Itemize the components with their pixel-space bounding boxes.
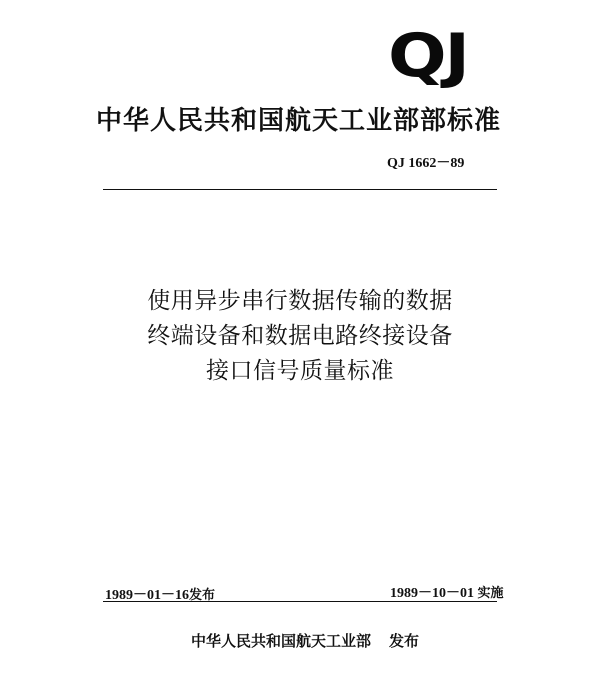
- issue-label: 发布: [189, 588, 216, 603]
- title-line-3: 接口信号质量标准: [206, 358, 394, 384]
- qj-logo: QJ: [388, 21, 468, 91]
- publisher-line: [191, 630, 419, 651]
- publisher-suffix: 发布: [389, 632, 420, 650]
- issue-date: 1989－01－16: [105, 588, 189, 603]
- org-title: 中华人民共和国航天工业部部标准: [96, 106, 502, 136]
- effective-date: 1989－10－01: [390, 586, 474, 601]
- effective-label: 实施: [477, 586, 504, 601]
- document-code: QJ 1662－89: [387, 156, 465, 171]
- effective-date-block: [390, 582, 504, 602]
- title-line-1: 使用异步串行数据传输的数据: [147, 288, 453, 314]
- title-line-2: 终端设备和数据电路终接设备: [147, 323, 453, 349]
- document-title: [108, 284, 492, 389]
- publisher-name: 中华人民共和国航天工业部: [191, 632, 372, 650]
- footer-divider: [103, 601, 497, 602]
- header-divider: [103, 189, 497, 190]
